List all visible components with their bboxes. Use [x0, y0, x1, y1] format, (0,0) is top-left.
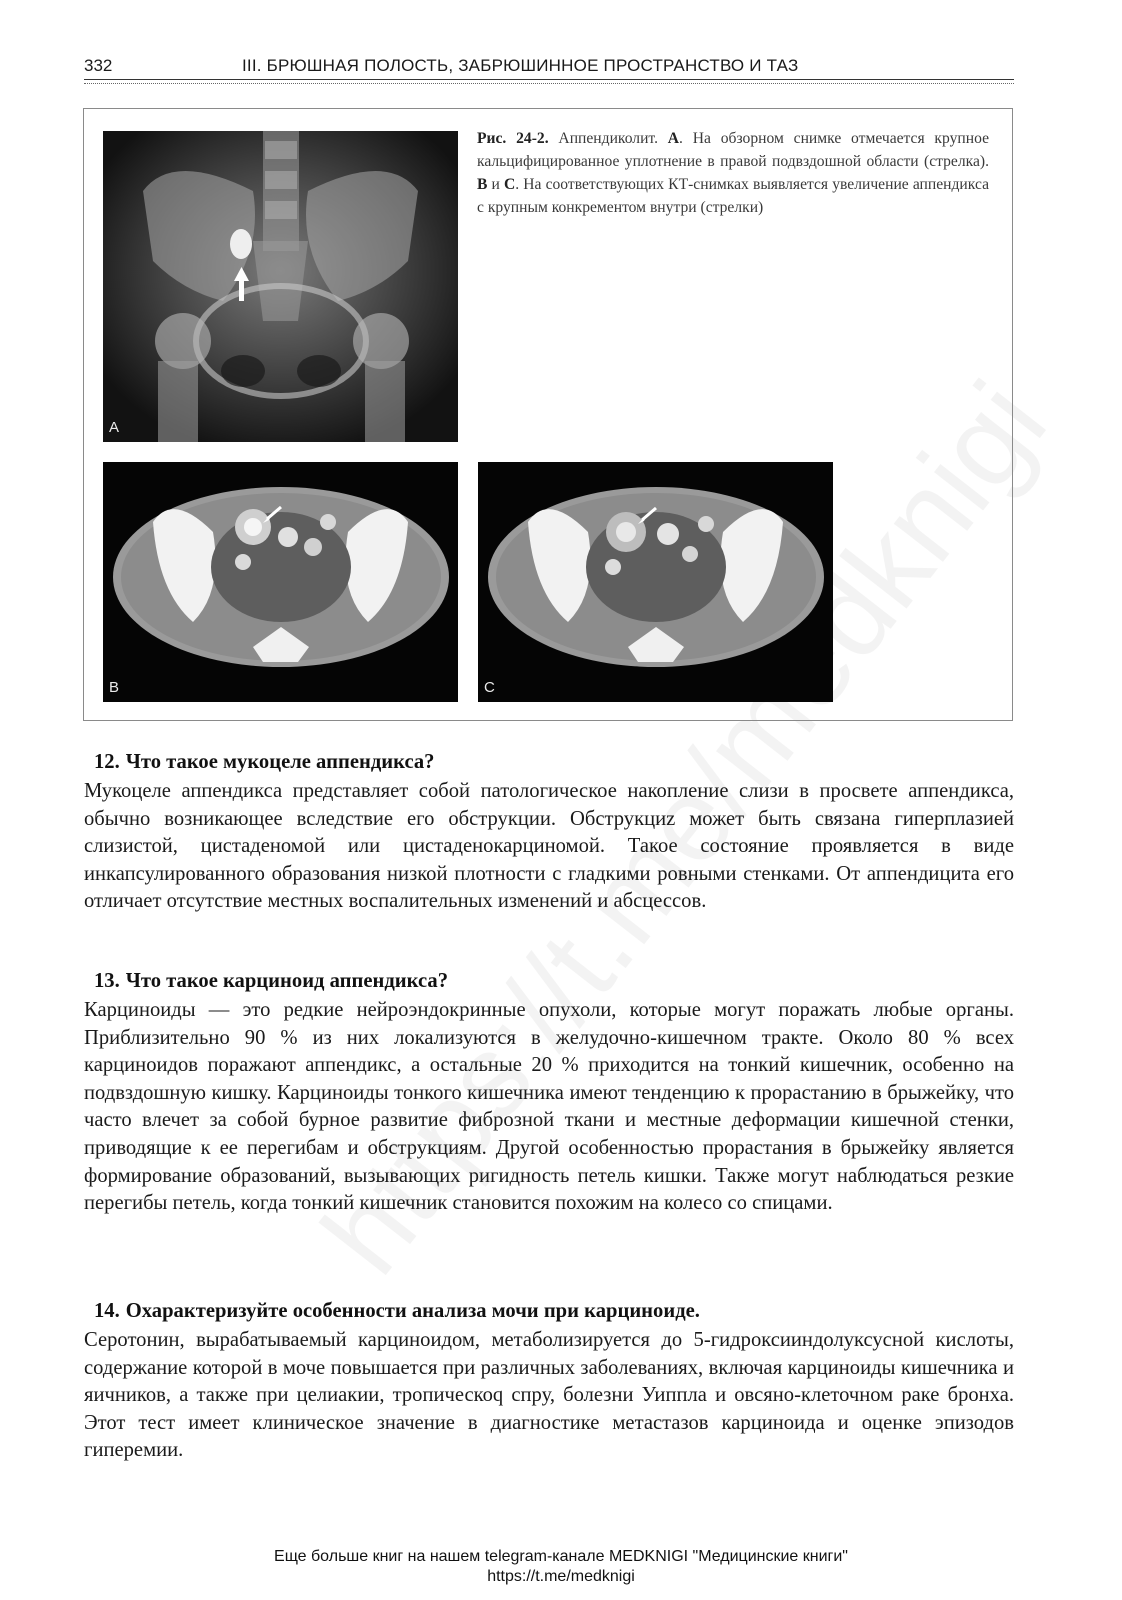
footer-link[interactable]: https://t.me/medknigi: [487, 1568, 635, 1585]
footer: [0, 1547, 1122, 1587]
caption-text: . На обзорном снимке отмечается крупное кальцифицированное уплотнение в правой подвздошной области (стрелка).: [477, 130, 989, 170]
caption-ref-a: А: [667, 130, 680, 147]
question-text: Охарактеризуйте особенности анализа мочи при карциноиде.: [125, 1300, 700, 1322]
question-heading: [94, 749, 1014, 776]
question-text: Что такое карциноид аппендикса?: [125, 970, 449, 992]
ct-panel-c: [478, 462, 833, 702]
question-text: Что такое мукоцеле аппендикса?: [125, 751, 435, 773]
caption-ref-c: С: [504, 176, 516, 193]
ct-scan-image-c: [478, 462, 833, 702]
header-rule: [84, 79, 1014, 80]
question-heading: [94, 968, 1014, 995]
section-title: III. БРЮШНАЯ ПОЛОСТЬ, ЗАБРЮШИННОЕ ПРОСТРАНСТВО И ТАЗ: [242, 56, 799, 75]
answer-paragraph: Серотонин, вырабатываемый карциноидом, метаболизируется до 5-гидроксииндолуксусной кислоты, содержание которой в моче повышается при различных заболеваниях, включая карциноиды кишечника и яичников, а также при целиакии, тропическоq спру, болезни Уиппла и овсяно-клеточном раке бронха. Этот тест имеет клиническое значение в диагностике метастазов карциноида и оценке эпизодов гиперемии.: [84, 1329, 1014, 1462]
caption-label: Рис. 24-2.: [477, 130, 549, 147]
caption-ref-b: В: [477, 176, 488, 193]
qa-section-14: [84, 1298, 1014, 1465]
question-number: 12.: [94, 751, 120, 773]
header-rule-dotted: [84, 83, 1014, 84]
answer-paragraph: Мукоцеле аппендикса представляет собой патологическое накопление слизи в просвете аппендикса, обычно возникающее вследствие его обструкции. Обструкциz может быть связана гиперплазией слизистой, цистаденомой или цистаденокарциномой. Такое состояние проявляется в виде инкапсулированного образования низкой плотности с гладкими ровными стенками. От аппендицита его отличает отсутствие местных воспалительных изменений и абсцессов.: [84, 780, 1014, 913]
ct-panel-b: [103, 462, 458, 702]
question-number: 13.: [94, 970, 120, 992]
running-head: [84, 52, 1014, 82]
caption-text: и: [487, 176, 504, 193]
qa-section-12: [84, 749, 1014, 916]
page-number: 332: [84, 56, 113, 75]
caption-text: Аппендиколит.: [548, 130, 668, 147]
panel-label-b: B: [109, 679, 120, 696]
panel-label-a: A: [109, 419, 120, 436]
caption-text: . На соответствующих КТ-снимках выявляется увеличение аппендикса с крупным конкрементом внутри (стрелки): [477, 176, 989, 216]
footer-promo-text: Еще больше книг на нашем telegram-канале MEDKNIGI "Медицинские книги": [274, 1548, 848, 1565]
qa-section-13: [84, 968, 1014, 1218]
panel-label-c: C: [484, 679, 495, 696]
ct-scan-image-b: [103, 462, 458, 702]
figure-caption: [477, 127, 989, 219]
pelvis-xray-image: [103, 131, 458, 442]
answer-paragraph: Карциноиды — это редкие нейроэндокринные опухоли, которые могут поражать любые органы. Приблизительно 90 % из них локализуются в желудочно-кишечном тракте. Около 80 % всех карциноидов поражают аппендикс, а остальные 20 % приходится на тонкий кишечник, особенно на подвздошную кишку. Карциноиды тонкого кишечника имеют тенденцию к прорастанию в брыжейку, что часто влечет за собой бурное развитие фиброзной ткани и местные деформации кишечной стенки, приводящие к ее перегибам и обструкциям. Другой особенностью прорастания в брыжейку является формирование образований, вызывающих ригидность петель кишки. Также могут наблюдаться резкие перегибы петель, когда тонкий кишечник становится похожим на колесо со спицами.: [84, 999, 1014, 1215]
appendicolith-mark: [230, 229, 252, 259]
xray-panel-a: [103, 131, 458, 442]
question-heading: [94, 1298, 1014, 1325]
question-number: 14.: [94, 1300, 120, 1322]
figure-24-2: [83, 108, 1013, 721]
